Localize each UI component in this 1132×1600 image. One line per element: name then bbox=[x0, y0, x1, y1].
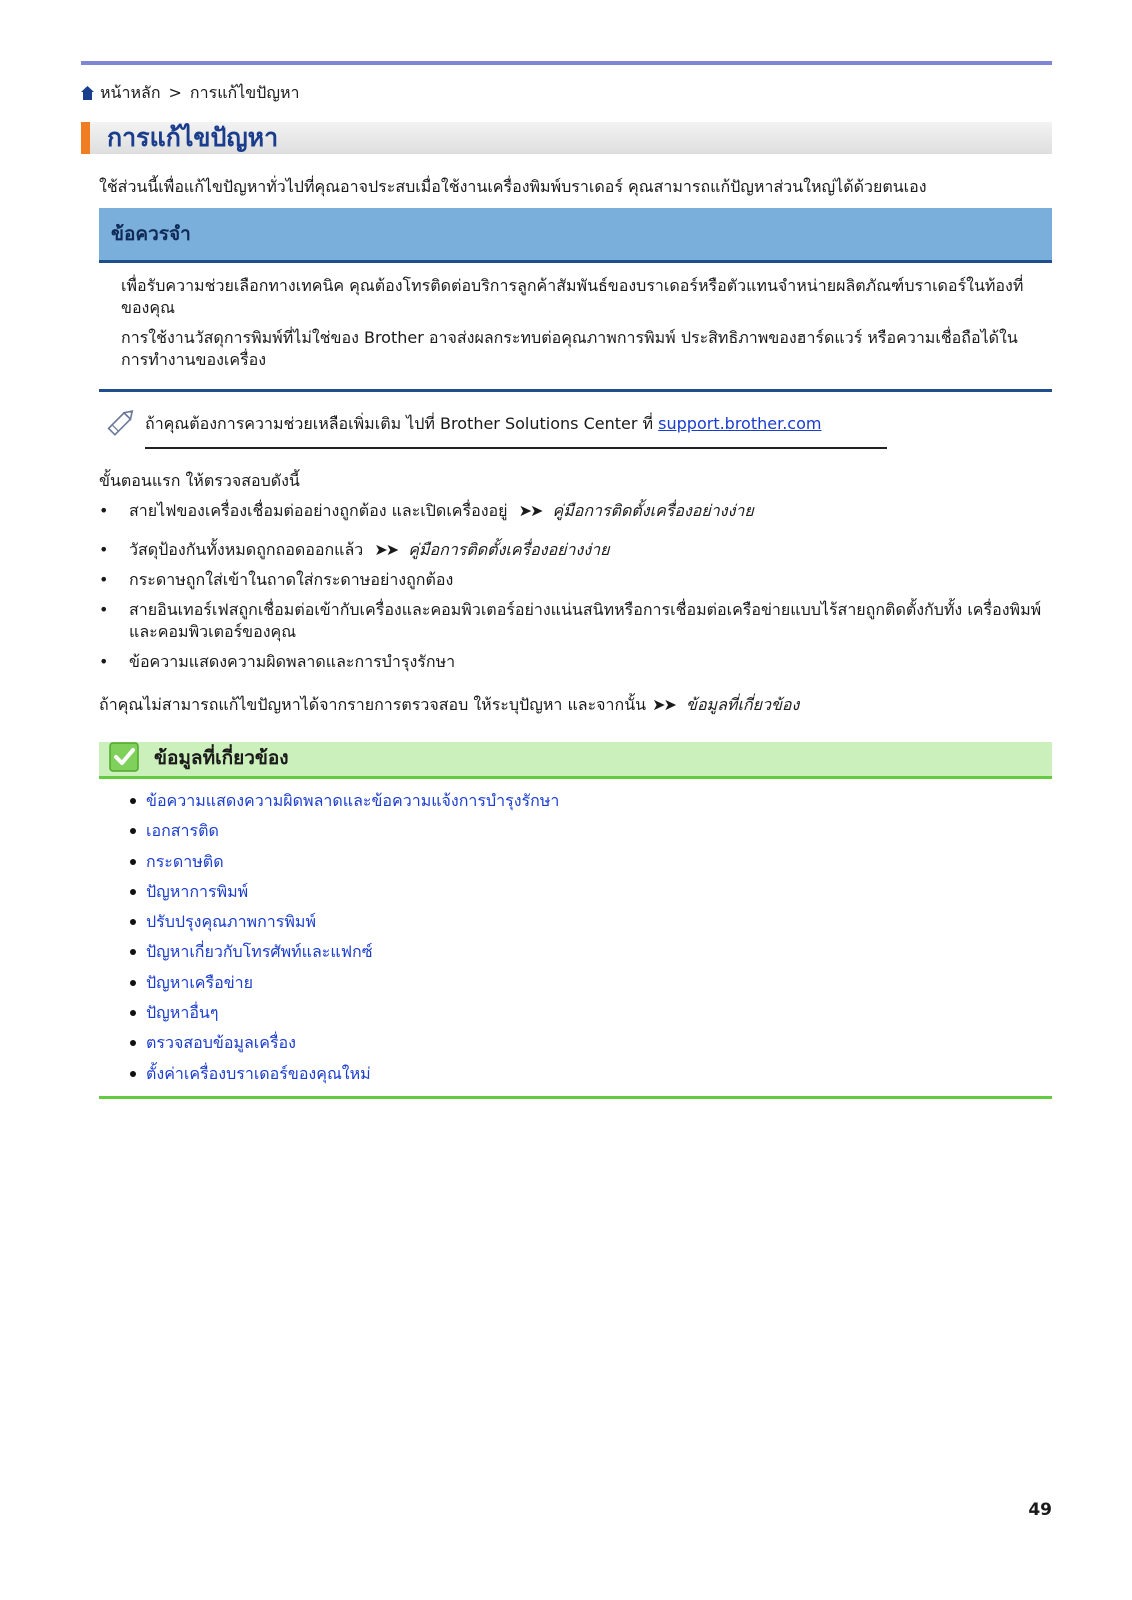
bullet: • bbox=[99, 652, 109, 671]
after-checklist-text bbox=[99, 694, 799, 716]
after-text: ถ้าคุณไม่สามารถแก้ไขปัญหาได้จากรายการตรวจสอบ ให้ระบุปัญหา และจากนั้น bbox=[99, 695, 647, 714]
list-item bbox=[99, 569, 1059, 591]
steps-intro: ขั้นตอนแรก ให้ตรวจสอบดังนี้ bbox=[99, 471, 300, 490]
arrows-icon: ➤➤ bbox=[652, 695, 675, 714]
list-item bbox=[130, 972, 559, 1002]
related-link[interactable]: ข้อความแสดงความผิดพลาดและข้อความแจ้งการบำรุงรักษา bbox=[146, 791, 560, 810]
list-item-text: ข้อความแสดงความผิดพลาดและการบำรุงรักษา bbox=[129, 652, 456, 671]
related-link[interactable]: ปรับปรุงคุณภาพการพิมพ์ bbox=[146, 912, 316, 932]
related-link[interactable]: ปัญหาการพิมพ์ bbox=[146, 881, 249, 901]
top-rule bbox=[81, 61, 1052, 65]
tip-message: ถ้าคุณต้องการความช่วยเหลือเพิ่มเติม ไปที่ Brother Solutions Center ที่ bbox=[145, 414, 654, 433]
related-link[interactable]: กระดาษติด bbox=[146, 851, 224, 871]
related-link[interactable]: ปัญหาเกี่ยวกับโทรศัพท์และแฟกซ์ bbox=[146, 942, 373, 962]
page-title-bar bbox=[81, 122, 1052, 154]
note-body bbox=[99, 263, 1052, 389]
related-link[interactable]: เอกสารติด bbox=[146, 821, 219, 841]
list-item-text: กระดาษถูกใส่เข้าในถาดใส่กระดาษอย่างถูกต้อง bbox=[129, 570, 454, 589]
arrows-icon: ➤➤ bbox=[374, 540, 398, 559]
list-item bbox=[99, 500, 1059, 522]
list-item bbox=[130, 1063, 559, 1093]
tip-text bbox=[145, 413, 821, 435]
note-footer-rule bbox=[99, 389, 1052, 392]
bottom-rule bbox=[99, 1096, 1052, 1099]
page-title: การแก้ไขปัญหา bbox=[107, 123, 279, 152]
related-link[interactable]: ปัญหาเครือข่าย bbox=[146, 972, 253, 992]
list-item bbox=[130, 790, 559, 820]
checklist bbox=[99, 500, 1059, 673]
note-header bbox=[99, 208, 1052, 263]
list-item bbox=[130, 911, 559, 941]
list-item bbox=[99, 599, 1059, 643]
related-link[interactable]: ตั้งค่าเครื่องบราเดอร์ของคุณใหม่ bbox=[146, 1063, 371, 1083]
list-item-text: สายไฟของเครื่องเชื่อมต่ออย่างถูกต้อง และเปิดเครื่องอยู่ bbox=[129, 501, 508, 520]
tip-box bbox=[105, 405, 885, 445]
bullet: • bbox=[99, 600, 109, 619]
list-item bbox=[130, 881, 559, 911]
support-link[interactable]: support.brother.com bbox=[658, 414, 822, 433]
list-item bbox=[130, 851, 559, 881]
note-paragraph: การใช้งานวัสดุการพิมพ์ที่ไม่ใช่ของ Brother อาจส่งผลกระทบต่อคุณภาพการพิมพ์ ประสิทธิภาพของฮาร์ดแวร์ หรือความเชื่อถือได้ในการทำงานของเครื่อง bbox=[121, 328, 1018, 369]
list-item-text: สายอินเทอร์เฟสถูกเชื่อมต่อเข้ากับเครื่องและคอมพิวเตอร์อย่างแน่นสนิทหรือการเชื่อมต่อเครือข่ายแบบไร้สายถูกติดตั้งกับทั้ง เครื่องพิมพ์และคอมพิวเตอร์ของคุณ bbox=[129, 600, 1042, 641]
note-box bbox=[99, 208, 1052, 392]
reference-link[interactable]: คู่มือการติดตั้งเครื่องอย่างง่าย bbox=[552, 501, 754, 520]
checkmark-icon bbox=[109, 742, 139, 772]
list-item bbox=[99, 651, 1059, 673]
related-info-link[interactable]: ข้อมูลที่เกี่ยวข้อง bbox=[686, 695, 800, 714]
list-item-text: วัสดุป้องกันทั้งหมดถูกถอดออกแล้ว bbox=[129, 540, 364, 559]
note-header-label: ข้อควรจำ bbox=[111, 223, 191, 245]
breadcrumb bbox=[81, 82, 300, 104]
breadcrumb-home-link[interactable]: หน้าหลัก bbox=[100, 83, 161, 102]
list-item bbox=[130, 941, 559, 971]
related-info-header bbox=[99, 742, 1052, 779]
list-item bbox=[130, 1032, 559, 1062]
page-number: 49 bbox=[1028, 1500, 1052, 1520]
list-item bbox=[99, 539, 1059, 561]
pencil-icon bbox=[105, 405, 139, 439]
related-links-list bbox=[130, 790, 559, 1093]
list-item bbox=[130, 1002, 559, 1032]
list-item bbox=[130, 820, 559, 850]
tip-rule bbox=[145, 447, 887, 449]
title-accent bbox=[81, 122, 90, 154]
home-icon[interactable] bbox=[81, 86, 94, 100]
bullet: • bbox=[99, 570, 109, 589]
breadcrumb-separator: > bbox=[168, 83, 182, 102]
related-link[interactable]: ปัญหาอื่นๆ bbox=[146, 1003, 219, 1023]
related-link[interactable]: ตรวจสอบข้อมูลเครื่อง bbox=[146, 1033, 296, 1053]
intro-paragraph: ใช้ส่วนนี้เพื่อแก้ไขปัญหาทั่วไปที่คุณอาจประสบเมื่อใช้งานเครื่องพิมพ์บราเดอร์ คุณสามารถแก้ปัญหาส่วนใหญ่ได้ด้วยตนเอง bbox=[99, 177, 927, 196]
breadcrumb-current: การแก้ไขปัญหา bbox=[189, 83, 300, 102]
bullet: • bbox=[99, 540, 109, 559]
reference-link[interactable]: คู่มือการติดตั้งเครื่องอย่างง่าย bbox=[408, 540, 610, 559]
arrows-icon: ➤➤ bbox=[518, 501, 542, 520]
related-info-title: ข้อมูลที่เกี่ยวข้อง bbox=[154, 747, 289, 769]
note-paragraph: เพื่อรับความช่วยเลือกทางเทคนิค คุณต้องโทรติดต่อบริการลูกค้าสัมพันธ์ของบราเดอร์หรือตัวแทนจำหน่ายผลิตภัณฑ์บราเดอร์ในท้องที่ของคุณ bbox=[121, 276, 1024, 317]
bullet: • bbox=[99, 501, 109, 520]
